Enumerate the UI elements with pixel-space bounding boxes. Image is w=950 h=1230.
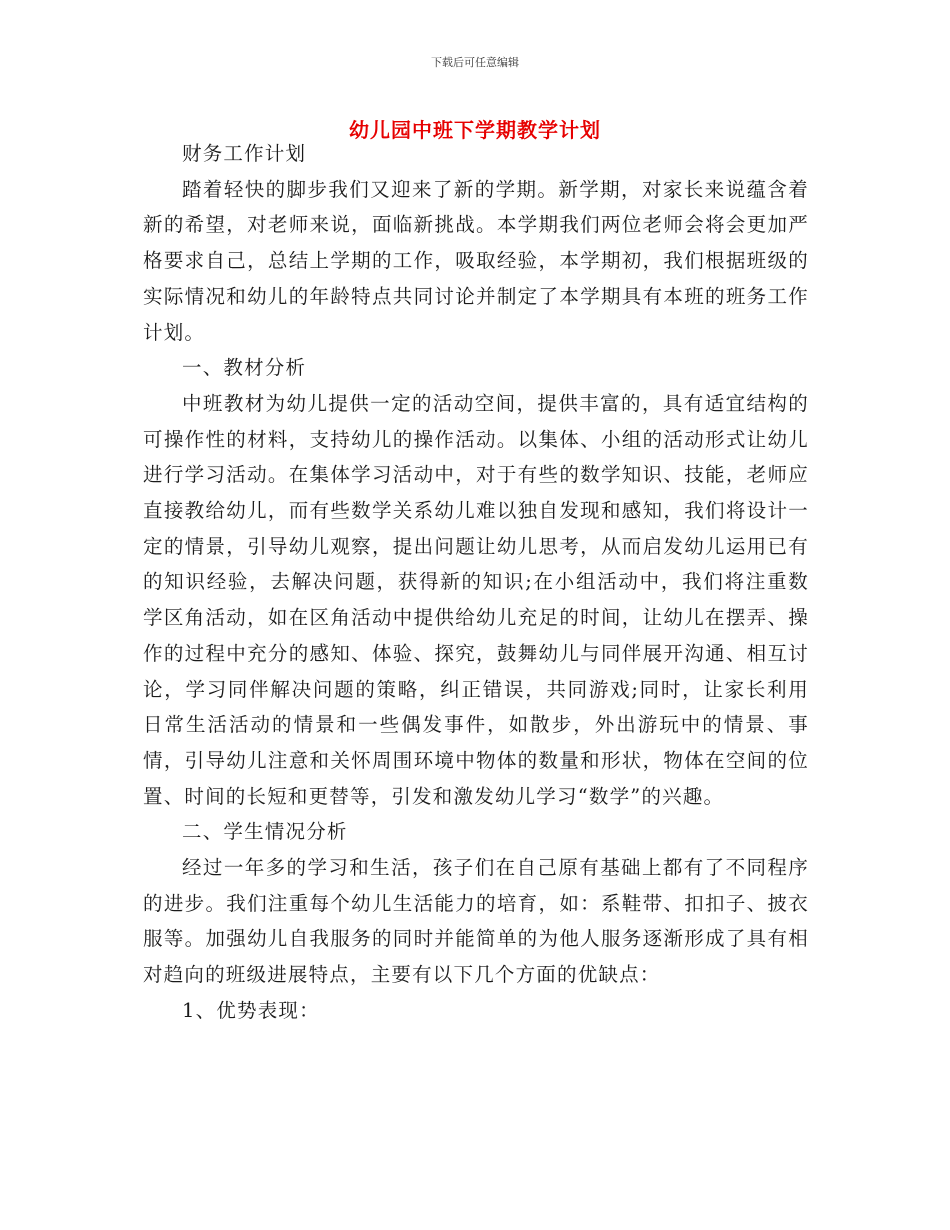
paragraph-students: 经过一年多的学习和生活，孩子们在自己原有基础上都有了不同程序的进步。我们注重每个幼儿生活能力的培育，如：系鞋带、扣扣子、披衣服等。加强幼儿自我服务的同时并能简单的为他人服务逐渐形成了具有相对趋向的班级进展特点，主要有以下几个方面的优缺点： xyxy=(143,856,809,987)
section-heading-materials: 一、教材分析 xyxy=(182,356,307,380)
document-title: 幼儿园中班下学期教学计划 xyxy=(349,118,601,142)
section-heading-finance-plan: 财务工作计划 xyxy=(182,142,307,165)
section-heading-students: 二、学生情况分析 xyxy=(182,820,348,844)
paragraph-materials: 中班教材为幼儿提供一定的活动空间，提供丰富的，具有适宜结构的可操作性的材料，支持幼儿的操作活动。以集体、小组的活动形式让幼儿进行学习活动。在集体学习活动中，对于有些的数学知识、技能，老师应直接教给幼儿，而有些数学关系幼儿难以独自发现和感知，我们将设计一定的情景，引导幼儿观察，提出问题让幼儿思考，从而启发幼儿运用已有的知识经验，去解决问题，获得新的知识;在小组活动中，我们将注重数学区角活动，如在区角活动中提供给幼儿充足的时间，让幼儿在摆弄、操作的过程中充分的感知、体验、探究，鼓舞幼儿与同伴展开沟通、相互讨论，学习同伴解决问题的策略，纠正错误，共同游戏;同时，让家长利用日常生活活动的情景和一些偶发事件，如散步，外出游玩中的情景、事情，引导幼儿注意和关怀周围环境中物体的数量和形状，物体在空间的位置、时间的长短和更替等，引发和激发幼儿学习“数学”的兴趣。 xyxy=(143,391,809,808)
document-body xyxy=(143,136,809,1029)
page-header-note: 下载后可任意编辑 xyxy=(431,56,519,69)
section-heading-strengths: 1、优势表现： xyxy=(182,998,320,1022)
paragraph-intro: 踏着轻快的脚步我们又迎来了新的学期。新学期，对家长来说蕴含着新的希望，对老师来说，面临新挑战。本学期我们两位老师会将会更加严格要求自己，总结上学期的工作，吸取经验，本学期初，我们根据班级的实际情况和幼儿的年龄特点共同讨论并制定了本学期具有本班的班务工作计划。 xyxy=(143,177,809,344)
